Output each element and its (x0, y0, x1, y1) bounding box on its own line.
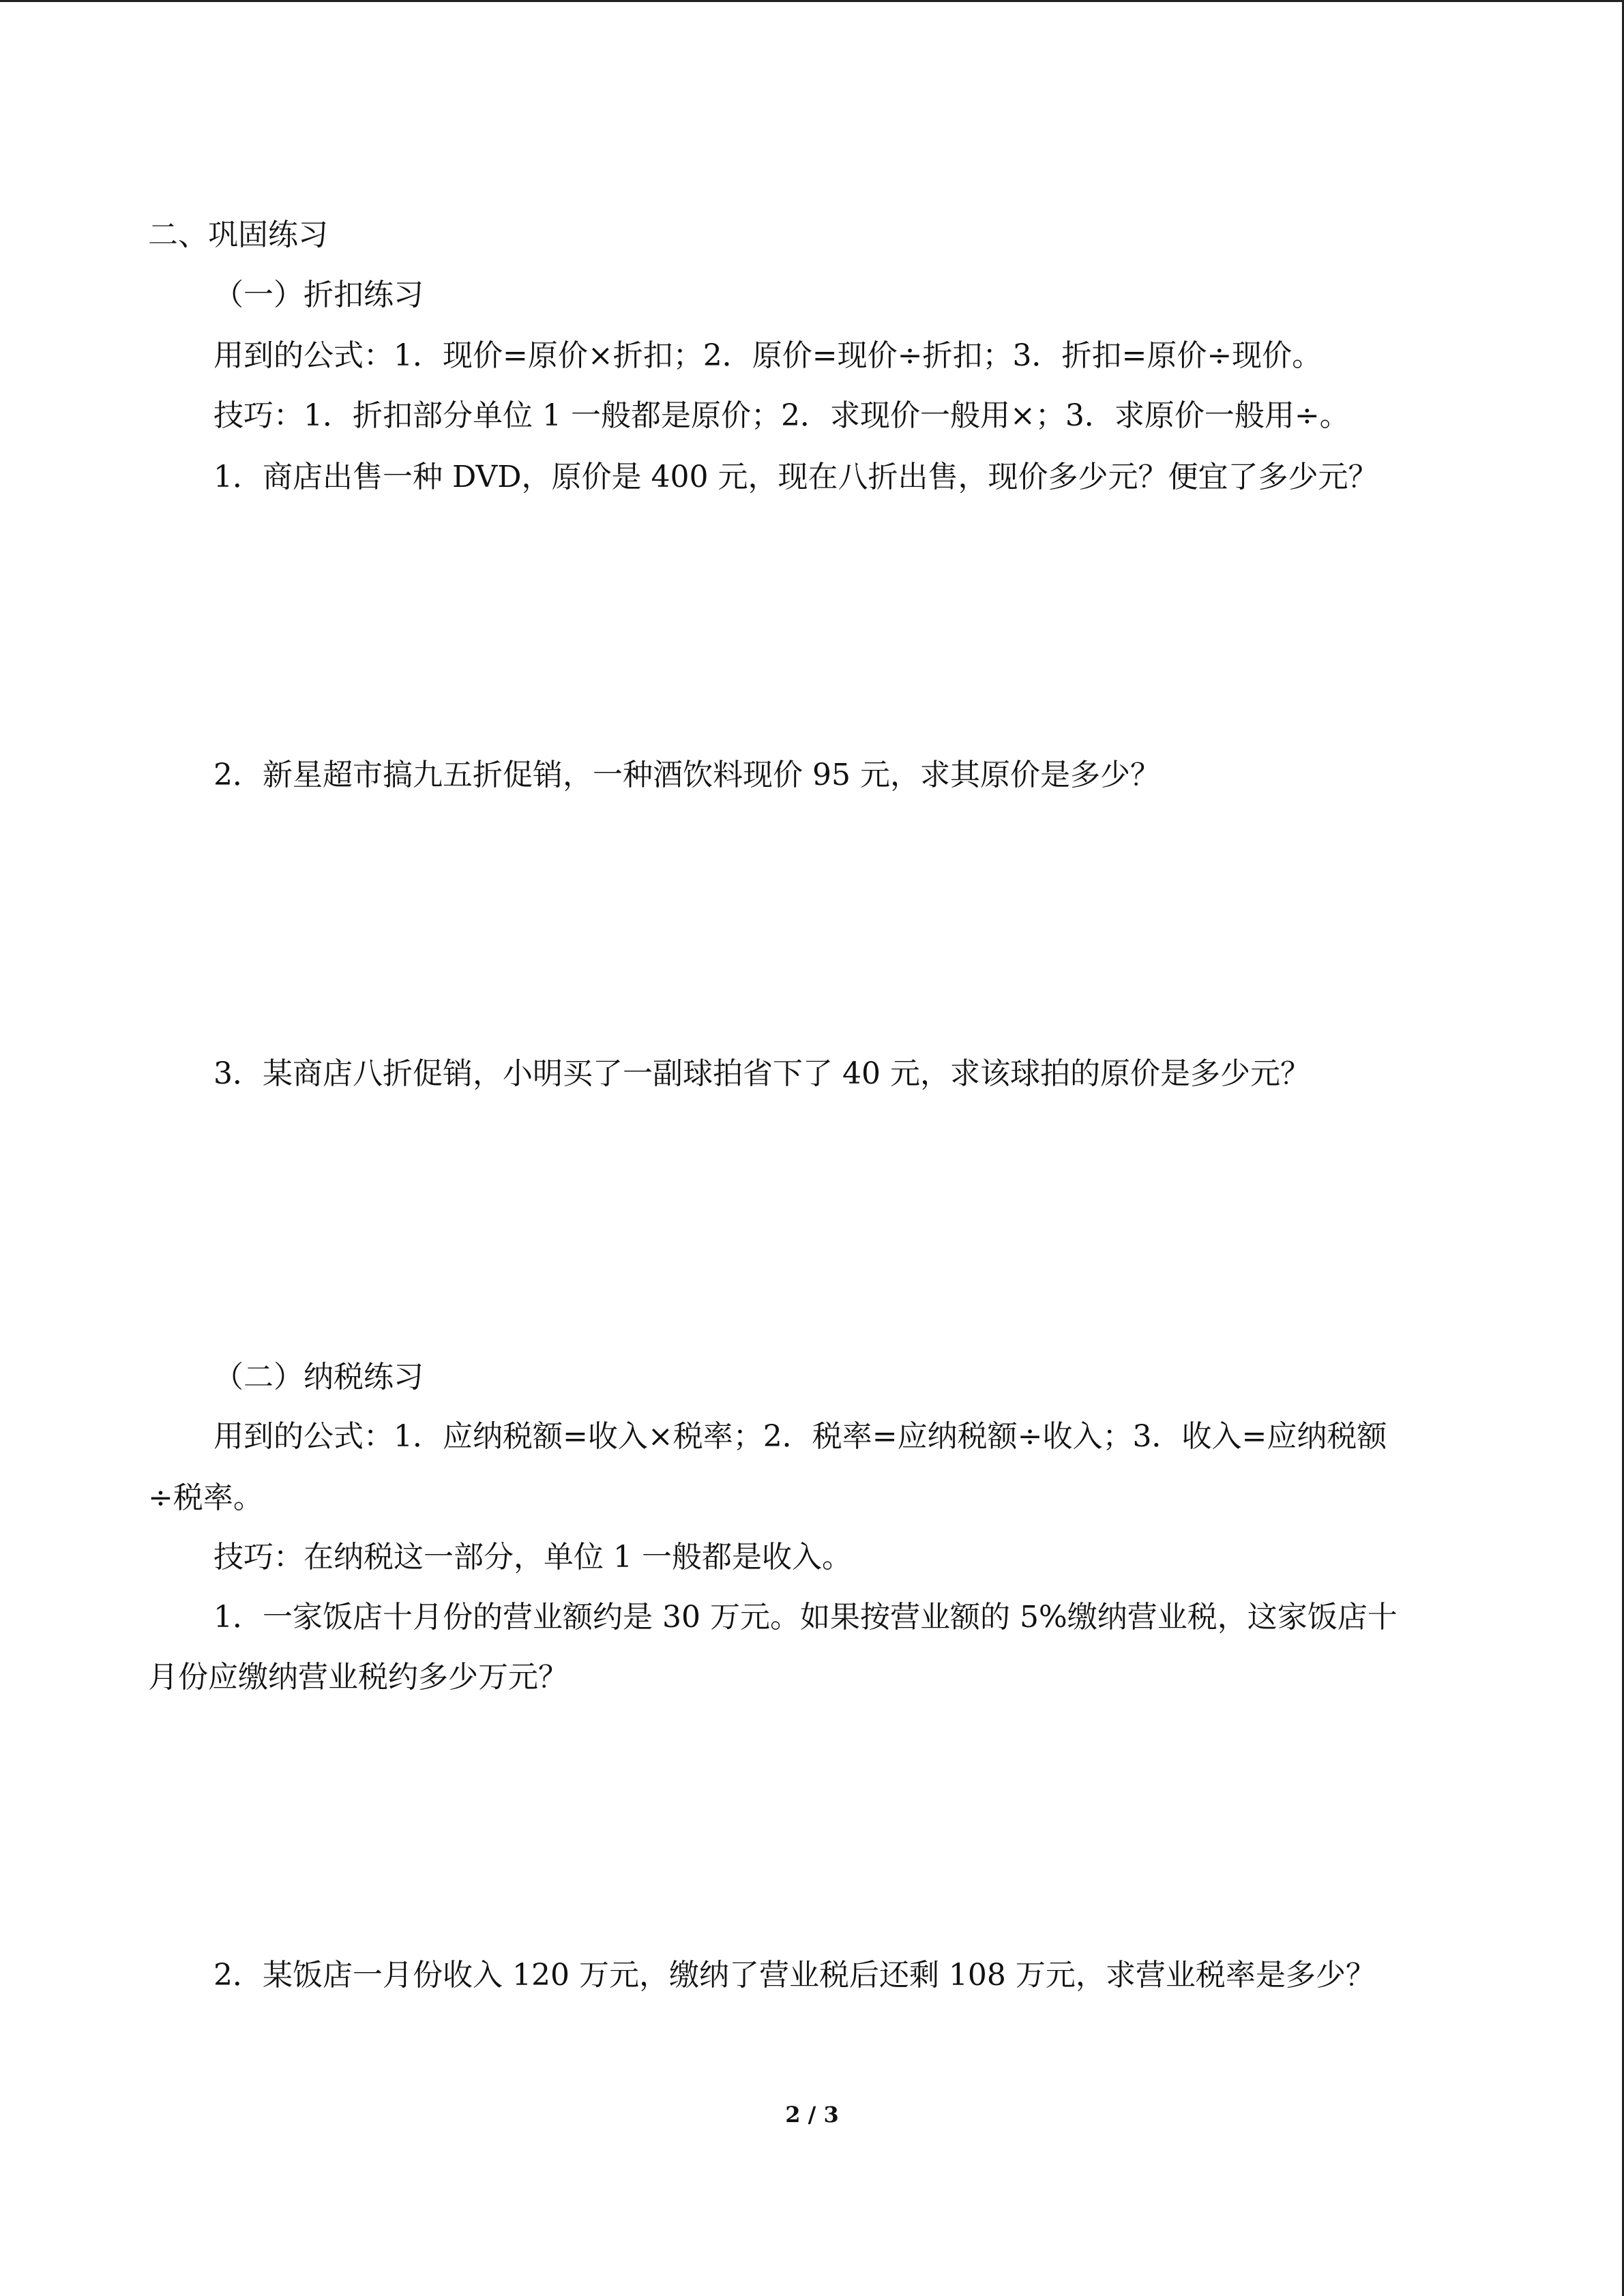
discount-question-3: 3．某商店八折促销，小明买了一副球拍省下了 40 元，求该球拍的原价是多少元？ (213, 1056, 1310, 1091)
page-border-top (0, 0, 1624, 2)
tax-formula-line-1: 用到的公式：1．应纳税额=收入×税率；2．税率=应纳税额÷收入；3．收入=应纳税额 (213, 1419, 1387, 1454)
discount-tip: 技巧：1．折扣部分单位 1 一般都是原价；2．求现价一般用×；3．求原价一般用÷。 (213, 398, 1350, 433)
discount-formula: 用到的公式：1．现价=原价×折扣；2．原价=现价÷折扣；3．折扣=原价÷现价。 (213, 338, 1323, 373)
tax-question-1-line-2: 月份应缴纳营业税约多少万元？ (148, 1660, 568, 1695)
tax-formula-line-2: ÷税率。 (148, 1480, 263, 1515)
discount-question-1: 1．商店出售一种 DVD，原价是 400 元，现在八折出售，现价多少元？便宜了多少元？ (213, 460, 1378, 494)
discount-heading: （一）折扣练习 (213, 278, 424, 312)
tax-tip: 技巧：在纳税这一部分，单位 1 一般都是收入。 (213, 1540, 852, 1575)
page-number: 2 / 3 (785, 2102, 839, 2128)
section-title: 二、巩固练习 (148, 218, 328, 252)
tax-question-2: 2．某饭店一月份收入 120 万元，缴纳了营业税后还剩 108 万元，求营业税率是多少？ (213, 1958, 1376, 1993)
tax-question-1-line-1: 1．一家饭店十月份的营业额约是 30 万元。如果按营业额的 5%缴纳营业税，这家饭店十 (213, 1600, 1398, 1635)
tax-heading: （二）纳税练习 (213, 1360, 424, 1395)
discount-question-2: 2．新星超市搞九五折促销，一种酒饮料现价 95 元，求其原价是多少？ (213, 758, 1160, 792)
